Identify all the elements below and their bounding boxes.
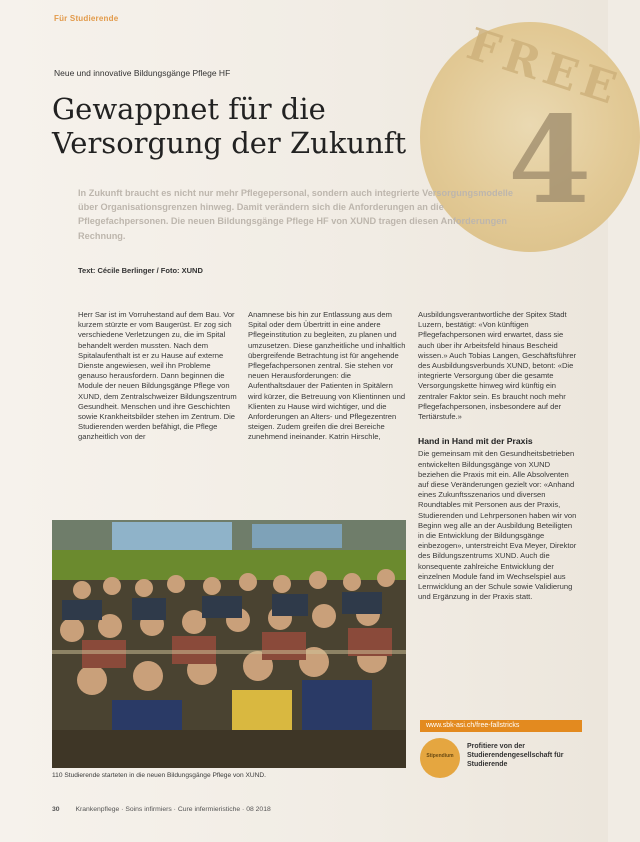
body-text: Ausbildungsverantwortliche der Spitex Stadt Luzern, bestätigt: «Von künftigen Pflegefachpersonen wird erwartet, dass sie auch über ihr Arbeitsfeld hinaus Bescheid wissen.» Auch Tobias Langen, Geschäftsführer des Ausbildungsverbunds XUND, betont: «Die integrierte Versorgung über die gesamte Versorgungskette hinweg wird künftig ein zentraler Faktor sein. Es braucht noch mehr Pflegefachpersonen, insbesondere auf der Tertiärstufe.» [418,310,577,422]
body-column-3 [418,310,580,602]
promo-text: Profitiere von der Studierendengesellschaft für Studierende [467,743,564,768]
page-footer [52,806,271,813]
body-column-1 [78,310,238,443]
photo-caption: 110 Studierende starteten in die neuen Bildungsgänge Pflege von XUND. [52,772,266,779]
body-text: Herr Sar ist im Vorruhestand auf dem Bau. Vor kurzem stürzte er vom Baugerüst. Er zog sich verschiedene Verletzungen zu, die im Spital behandelt werden mussten. Nach dem Spitalaufenthalt ist er zu Hause auf externe Dienste angewiesen, weil ihn Probleme genauso herausfordern. Dann beginnen die Module der neuen Bildungsgänge Pflege von XUND, dem Zentralschweizer Bildungszentrum Gesundheit. Menschen und ihre Geschichten sowie Krankheitsbilder stehen im Zentrum. Die Studierenden werden befähigt, die Pflege ganzheitlich von der [78,310,237,442]
article-lead: In Zukunft braucht es nicht nur mehr Pflegepersonal, sondern auch integrierte Versorgungsmodelle über Organisationsgrenzen hinweg. Damit verändern sich die Anforderungen an die Pflegefachpersonen. Die neuen Bildungsgänge Pflege HF von XUND tragen diesen Anforderungen Rechnung. [78,188,513,241]
publication-name: Krankenpflege · Soins infirmiers · Cure infermieristiche · 08 2018 [75,806,271,813]
seal-label: Stipendium [426,753,454,759]
lecture-hall-photo [52,520,406,768]
section-heading: Hand in Hand mit der Praxis [418,436,533,447]
promo-link[interactable]: www.sbk-asi.ch/free-fallstricks [420,720,582,732]
section-kicker: Für Studierende [54,14,119,23]
body-text: Die gemeinsam mit den Gesundheitsbetrieben entwickelten Bildungsgänge von XUND beziehen die Praxis mit ein. Alle Absolventen auf diese Veränderungen gezielt vor: «Anhand eines Zukunftsszenarios und diversen Roundtables mit Personen aus der Praxis, Studierenden und Lehrpersonen haben wir von Beginn weg alle an der Ausbildung Beteiligten in die Entwicklung der Bildungsgänge einbezogen», unterstreicht Eva Meyer, Direktor des Bildungszentrums XUND. Auch die konsequente zahlreiche Entwicklung der einzelnen Module fand im Wechselspiel aus Lernwicklung an der Schule sowie Validierung und Ergänzung in der Praxis statt. [418,449,577,602]
stipendium-seal-icon [420,738,460,778]
body-column-2 [248,310,408,443]
body-text: Anamnese bis hin zur Entlassung aus dem Spital oder dem Übertritt in eine andere Pflegeinstitution zu begleiten, zu planen und umzusetzen. Diese ganzheitliche und inhaltlich übergreifende Betrachtung ist für angehende Pflegefachpersonen zentral. Sie stehen vor neuen Herausforderungen: die Aufenthaltsdauer der Patienten in Spitälern wird kürzer, die Betreuung von Klientinnen und Klienten zu Hause wird wichtiger, und die Anforderungen an Alters- und Pflegezentren steigen. Zudem greifen die drei Bereiche zunehmend ineinander. Katrin Hirschle, [248,310,406,442]
page-number: 30 [52,806,60,813]
article-credit: Text: Cécile Berlinger / Foto: XUND [78,266,203,275]
article-subhead: Neue und innovative Bildungsgänge Pflege HF [54,68,231,78]
badge-free-text: FREE [461,18,628,117]
article-title: Gewappnet für die Versorgung der Zukunft [52,92,407,160]
badge-number: 4 [508,90,592,231]
